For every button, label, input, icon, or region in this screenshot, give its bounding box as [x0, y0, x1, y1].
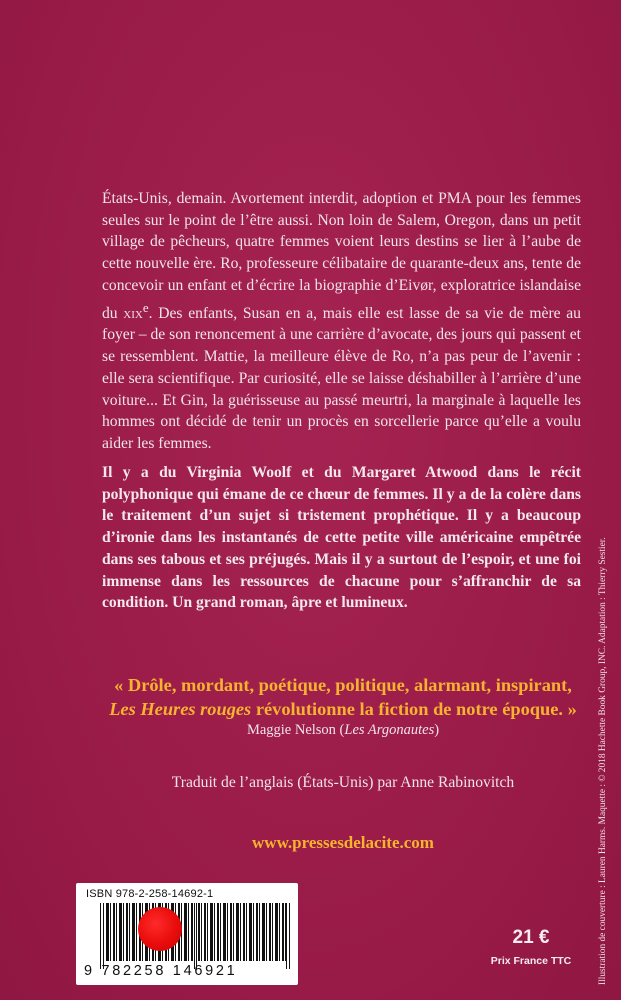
review-paragraph: Il y a du Virginia Woolf et du Margaret Atwood dans le récit polyphonique qui émane de ce chœur de femmes. Il y a de la colère dans le traitement d’un sujet si tristement prophétique. Il y a beaucoup d’ironie dans les instantanés de cette petite ville américaine empêtrée dans ses tabous et ses préjugés. Mais il y a surtout de l’espoir, et une foi immense dans les ressources de chacune pour s’affranchir de sa condition. Un grand roman, âpre et lumineux. [102, 464, 581, 612]
synopsis-text-start: États-Unis, demain. Avortement interdit, adoption et PMA pour les femmes seules sur le point de l’être aussi. Non loin de Salem, Oregon, dans un petit village de pêcheurs, quatre femmes voient leurs destins se lier à l’aube de cette nouvelle ère. Ro, professeure célibataire de quarante-deux ans, tente de concevoir un enfant et d’écrire la biographie d’Eivør, exploratrice islandaise du [102, 190, 581, 322]
press-quote [100, 673, 586, 721]
price-note: Prix France TTC [490, 955, 572, 967]
ean-digits: 9 782258 146921 [84, 963, 238, 979]
translator-credit: Traduit de l’anglais (États-Unis) par Anne Rabinovitch [171, 774, 515, 791]
barcode-guard-middle [193, 903, 198, 969]
barcode-guard-right [286, 903, 290, 969]
isbn-label: ISBN 978-2-258-14692-1 [86, 888, 214, 900]
quote-attribution [100, 722, 586, 739]
red-sticker [138, 907, 182, 951]
quote-author-close: ) [434, 722, 440, 738]
century-numeral: xix [123, 304, 143, 322]
quote-author: Maggie Nelson ( [246, 722, 345, 738]
quote-book-title: Les Heures rouges [109, 699, 252, 719]
publisher-website[interactable]: www.pressesdelacite.com [252, 833, 434, 852]
cover-credits: Illustration de couverture : Lauren Harms. Maquette : © 2018 Hachette Book Group, INC. Adaptation : Thierry Sestier. [598, 537, 608, 985]
quote-line-1: « Drôle, mordant, poétique, politique, alarmant, inspirant, [114, 675, 572, 695]
synopsis-paragraph [102, 188, 581, 455]
quote-author-work: Les Argonautes [344, 722, 435, 738]
synopsis-text-end: . Des enfants, Susan en a, mais elle est lasse de sa vie de mère au foyer – de son renoncement à une carrière d’avocate, des jours qui passent et se ressemblent. Mattie, la meilleure élève de Ro, n’a pas peur de l’avenir : elle sera scientifique. Par curiosité, elle se laisse déshabiller à l’arrière d’une voiture... Et Gin, la guérisseuse au passé meurtri, la marginale à laquelle les hommes ont décidé de tenir un procès en sorcellerie parce qu’elle a voulu aider les femmes. [102, 304, 581, 452]
barcode-panel [76, 883, 298, 985]
barcode-guard-left [100, 903, 104, 969]
price-amount: 21 € [512, 927, 550, 948]
quote-line-2: révolutionne la fiction de notre époque. » [251, 699, 577, 719]
century-suffix: e [142, 299, 149, 315]
